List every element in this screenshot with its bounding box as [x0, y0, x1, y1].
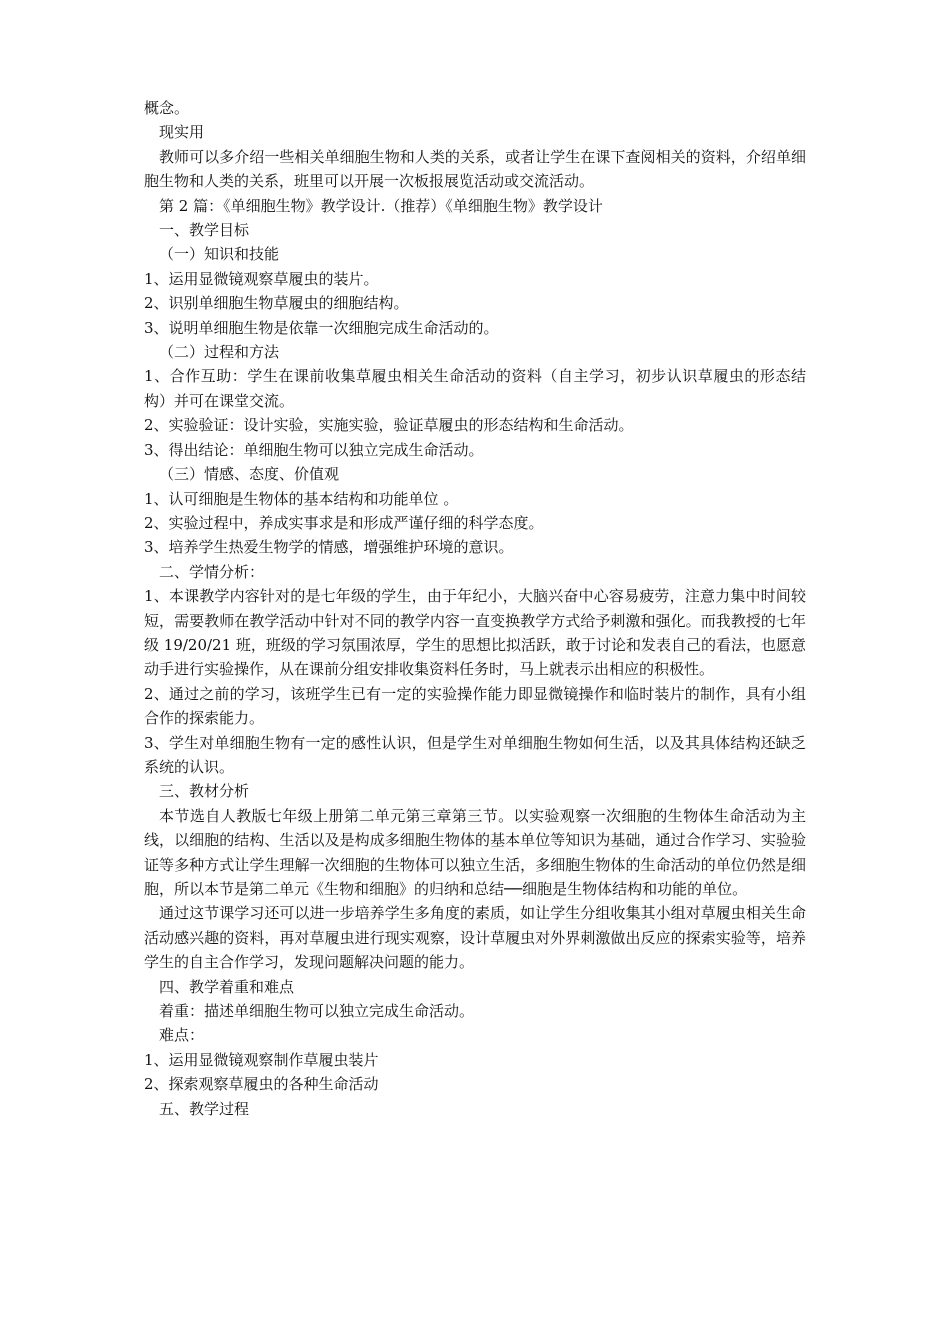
- paragraph: 概念。: [144, 99, 190, 117]
- subsection-heading: （三）情感、态度、价值观: [159, 465, 340, 484]
- list-item: 1、运用显微镜观察草履虫的装片。: [144, 269, 379, 288]
- subsection-heading: （一）知识和技能: [159, 245, 280, 264]
- section-heading: 第 2 篇：《单细胞生物》教学设计.（推荐）《单细胞生物》教学设计: [159, 196, 603, 215]
- section-heading: 五、教学过程: [159, 1099, 250, 1118]
- document-page: [144, 96, 806, 1121]
- list-item: 2、探索观察草履虫的各种生命活动: [144, 1075, 379, 1094]
- list-item: 3、得出结论：单细胞生物可以独立完成生命活动。: [144, 440, 484, 459]
- list-item: 3、学生对单细胞生物有一定的感性认识，但是学生对单细胞生物如何生活，以及其具体结构还缺乏系统的认识。: [144, 733, 806, 776]
- paragraph: 通过这节课学习还可以进一步培养学生多角度的素质，如让学生分组收集其小组对草履虫相关生命活动感兴趣的资料，再对草履虫进行现实观察，设计草履虫对外界刺激做出反应的探索实验等，培养学生的自主合作学习，发现问题解决问题的能力。: [144, 904, 806, 972]
- section-heading: 二、学情分析：: [159, 562, 265, 581]
- subsection-heading: （二）过程和方法: [159, 343, 280, 362]
- section-heading: 三、教材分析: [159, 782, 250, 801]
- list-item: 3、培养学生热爱生物学的情感，增强维护环境的意识。: [144, 538, 514, 557]
- list-item: 2、实验过程中，养成实事求是和形成严谨仔细的科学态度。: [144, 513, 544, 532]
- paragraph: 着重：描述单细胞生物可以独立完成生命活动。: [159, 1002, 475, 1021]
- list-item: 3、说明单细胞生物是依靠一次细胞完成生命活动的。: [144, 318, 499, 337]
- list-item: 1、认可细胞是生物体的基本结构和功能单位 。: [144, 489, 459, 508]
- paragraph: 难点：: [159, 1026, 205, 1045]
- section-heading: 一、教学目标: [159, 221, 250, 240]
- paragraph: 本节选自人教版七年级上册第二单元第三章第三节。以实验观察一次细胞的生物体生命活动为主线，以细胞的结构、生活以及是构成多细胞生物体的基本单位等知识为基础，通过合作学习、实验验证等多种方式让学生理解一次细胞的生物体可以独立生活，多细胞生物体的生命活动的单位仍然是细胞，所以本节是第二单元《生物和细胞》的归纳和总结──细胞是生物体结构和功能的单位。: [144, 806, 806, 898]
- list-item: 1、本课教学内容针对的是七年级的学生，由于年纪小，大脑兴奋中心容易疲劳，注意力集中时间较短，需要教师在教学活动中针对不同的教学内容一直变换教学方式给予刺激和强化。而我教授的七年级 19/20/21 班，班级的学习氛围浓厚，学生的思想比拟活跃，敢于讨论和发表自己的看法，也愿意动手进行实验操作，从在课前分组安排收集资料任务时，马上就表示出相应的积极性。: [144, 587, 806, 679]
- list-item: 1、运用显微镜观察制作草履虫装片: [144, 1050, 379, 1069]
- list-item: 2、实验验证：设计实验，实施实验，验证草履虫的形态结构和生命活动。: [144, 416, 634, 435]
- section-heading: 四、教学着重和难点: [159, 977, 295, 996]
- paragraph: 现实用: [159, 123, 205, 142]
- list-item: 2、识别单细胞生物草履虫的细胞结构。: [144, 294, 409, 313]
- paragraph: 教师可以多介绍一些相关单细胞生物和人类的关系，或者让学生在课下查阅相关的资料，介绍单细胞生物和人类的关系，班里可以开展一次板报展览活动或交流活动。: [144, 147, 806, 191]
- list-item: 2、通过之前的学习，该班学生已有一定的实验操作能力即显微镜操作和临时装片的制作，具有小组合作的探索能力。: [144, 684, 806, 728]
- list-item: 1、合作互助：学生在课前收集草履虫相关生命活动的资料（自主学习，初步认识草履虫的形态结构）并可在课堂交流。: [144, 367, 806, 410]
